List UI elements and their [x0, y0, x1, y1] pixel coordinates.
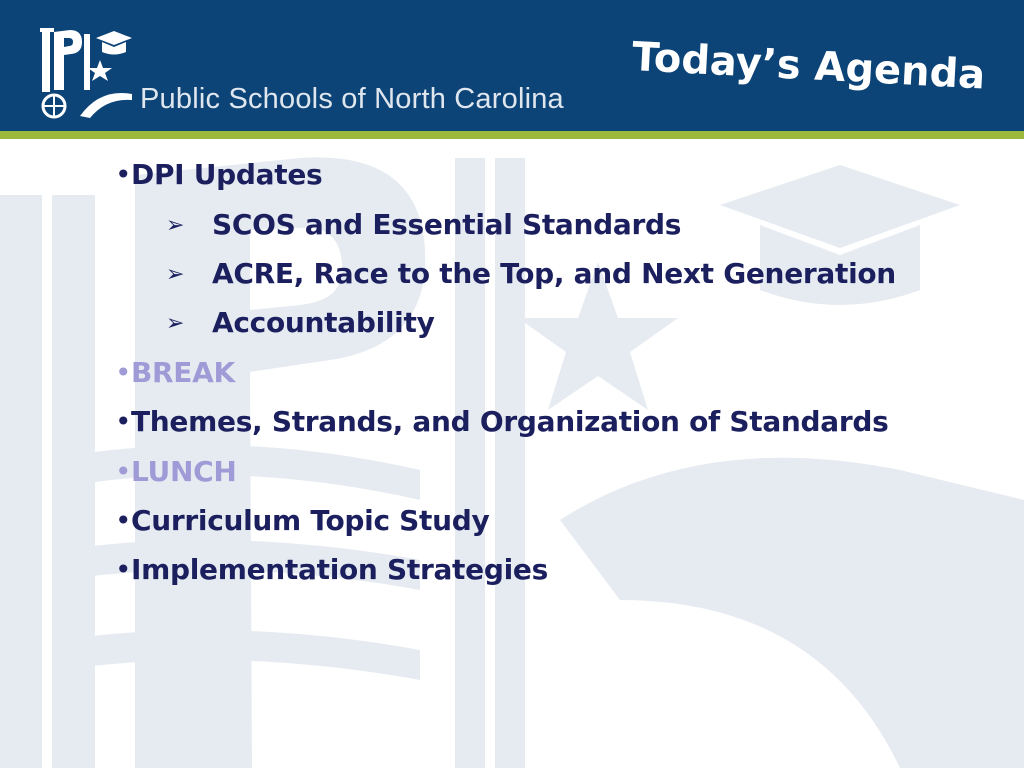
- agenda-item-themes: [115, 405, 889, 439]
- bullet-icon: •: [115, 356, 132, 389]
- arrow-bullet-icon: ➢: [166, 311, 185, 336]
- agenda-item-implementation: [115, 553, 548, 587]
- arrow-bullet-icon: ➢: [166, 262, 185, 287]
- bullet-icon: •: [115, 158, 132, 191]
- agenda-item-label: BREAK: [131, 356, 235, 389]
- agenda-item-dpi-updates: [115, 158, 322, 192]
- arrow-bullet-icon: ➢: [166, 213, 185, 238]
- agenda-subitem-scos: [166, 208, 681, 245]
- agenda-item-label: Themes, Strands, and Organization of Standards: [131, 405, 889, 438]
- bullet-icon: •: [115, 504, 132, 537]
- agenda-item-label: SCOS and Essential Standards: [212, 208, 682, 241]
- bullet-icon: •: [115, 405, 132, 438]
- agenda-item-label: ACRE, Race to the Top, and Next Generation: [212, 257, 896, 290]
- agenda-item-break: [115, 356, 235, 390]
- agenda-item-lunch: [115, 455, 237, 489]
- agenda-item-label: Accountability: [212, 306, 435, 339]
- agenda-subitem-accountability: [166, 306, 435, 343]
- agenda-item-label: LUNCH: [131, 455, 237, 488]
- organization-name: Public Schools of North Carolina: [140, 83, 564, 115]
- agenda-item-label: DPI Updates: [131, 158, 323, 191]
- agenda-subitem-acre: [166, 257, 896, 294]
- agenda-item-curriculum: [115, 504, 489, 538]
- agenda-item-label: Curriculum Topic Study: [131, 504, 490, 537]
- bullet-icon: •: [115, 455, 132, 488]
- bullet-icon: •: [115, 553, 132, 586]
- slide-title: Today’s Agenda: [630, 34, 987, 99]
- agenda-item-label: Implementation Strategies: [131, 553, 548, 586]
